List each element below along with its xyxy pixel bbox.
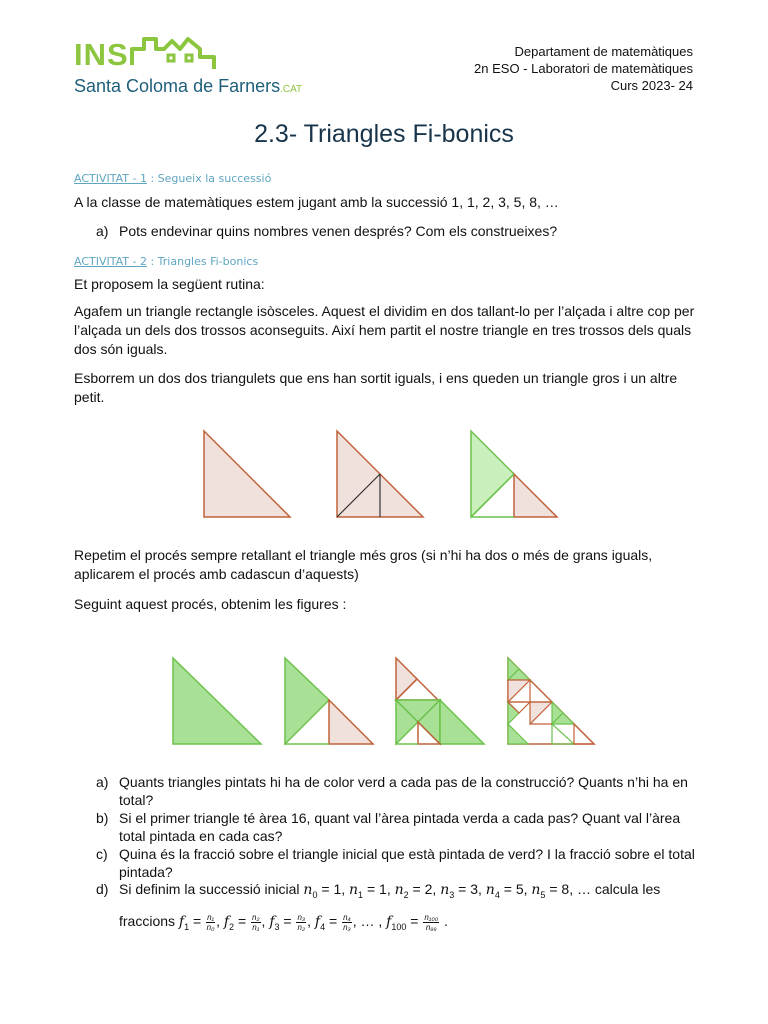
paragraph-figures: Seguint aquest procés, obtenim les figures : [74, 596, 347, 612]
triangles-figure-2 [165, 652, 605, 752]
question-d: d) Si definim la successió inicial $n_0 = 1$, $n_1 = 1$, $n_2 = 2$, $n_3 = 3$, $n_4 = 5$, $n_5 = 8$, … calcula les [96, 881, 661, 900]
fibonic-step-1 [173, 658, 261, 744]
seq-item: $n_1 = 1$, [349, 881, 391, 900]
school-year: Curs 2023- 24 [610, 78, 693, 93]
fraction-item: $f_3$ = $\frac{\text{n₃}}{\text{n₂}}$ , [269, 912, 311, 932]
fibonic-step-3 [396, 658, 484, 744]
paragraph-cut: Agafem un triangle rectangle isòsceles. Aquest el dividim en dos tallant-lo per l’alçada i altre cop per l’alçada un dels dos trossos aconseguits. Així hem partit el nostre triangle en tres trossos dels quals dos són iguals. [74, 303, 695, 357]
sequence-definitions: $n_0 = 1$, $n_1 = 1$, $n_2 = 2$, $n_3 = 3$, $n_4 = 5$, $n_5 = 8$, … [303, 881, 591, 900]
logo-buildings-icon [128, 35, 220, 75]
question-c: c) Quina és la fracció sobre el triangle inicial que està pintada de verd? I la fracció sobre el total pintada? [96, 846, 695, 880]
activity-1-heading: ACTIVITAT - 1 : Segueix la successió [74, 172, 272, 185]
paragraph-routine: Et proposem la següent rutina: [74, 276, 265, 292]
seq-item: $n_0 = 1$, [303, 881, 346, 900]
triangle-step-result [471, 431, 557, 517]
paragraph-repeat: Repetim el procés sempre retallant el triangle més gros (si n’hi ha dos o més de grans iguals, aplicarem el procés amb cadascun d’aquests) [74, 547, 653, 582]
seq-item: $n_2 = 2$, [394, 881, 437, 900]
fibonic-step-2 [285, 658, 373, 744]
seq-item: $n_4 = 5$, [485, 881, 528, 900]
activity-1-question-a: a) Pots endevinar quins nombres venen després? Com els construeixes? [96, 223, 558, 239]
activity-1-intro: A la classe de matemàtiques estem jugant amb la successió 1, 1, 2, 3, 5, 8, … [74, 194, 559, 210]
triangle-step-original [204, 431, 290, 517]
logo-ins: INS [74, 37, 129, 72]
paragraph-erase: Esborrem un dos dos triangulets que ens han sortit iguals, i ens queden un triangle gros i un altre petit. [74, 370, 678, 405]
question-b: b) Si el primer triangle té àrea 16, quant val l’àrea pintada verda a cada pas? Quant val l’àrea total pintada en cada cas? [96, 810, 681, 844]
fraction-item: $f_4$ = $\frac{\text{n₄}}{\text{n₃}}$ , [314, 912, 357, 932]
triangles-figure-1 [190, 425, 590, 525]
activity-2-heading: ACTIVITAT - 2 : Triangles Fi-bonics [74, 255, 259, 268]
fibonic-step-4 [508, 658, 594, 744]
triangle-step-cut [337, 431, 423, 517]
department: Departament de matemàtiques [514, 44, 693, 59]
question-d-fractions: fraccions $f_1$ = $\frac{\text{n₁}}{\text{n₀}}$ , $f_2$ = $\frac{\text{n₂}}{\text{n₁}}$ , $f_3$ = $\frac{\text{n₃}}{\text{n₂}}$ , $f_4$ = $\frac{\text{n₄}}{\text{n₃}}$ , … , $f_{100}$ = $\frac{\text{n₁₀₀}}{\text{n₉₉}}$ . [119, 912, 448, 932]
fraction-item: $f_{100}$ = $\frac{\text{n₁₀₀}}{\text{n₉₉}}$ . [386, 912, 448, 932]
course: 2n ESO - Laboratori de matemàtiques [474, 61, 693, 76]
fraction-item: $f_1$ = $\frac{\text{n₁}}{\text{n₀}}$ , [178, 912, 220, 932]
seq-item: $n_5 = 8$, [531, 881, 574, 900]
seq-item: $n_3 = 3$, [440, 881, 482, 900]
page-title: 2.3- Triangles Fi-bonics [254, 120, 514, 148]
logo-school-name: Santa Coloma de Farners.CAT [74, 76, 303, 96]
header-info [474, 43, 693, 94]
question-a: a) Quants triangles pintats hi ha de color verd a cada pas de la construcció? Quants n’hi ha en total? [96, 774, 688, 808]
fraction-item: $f_2$ = $\frac{\text{n₂}}{\text{n₁}}$ , [223, 912, 266, 932]
